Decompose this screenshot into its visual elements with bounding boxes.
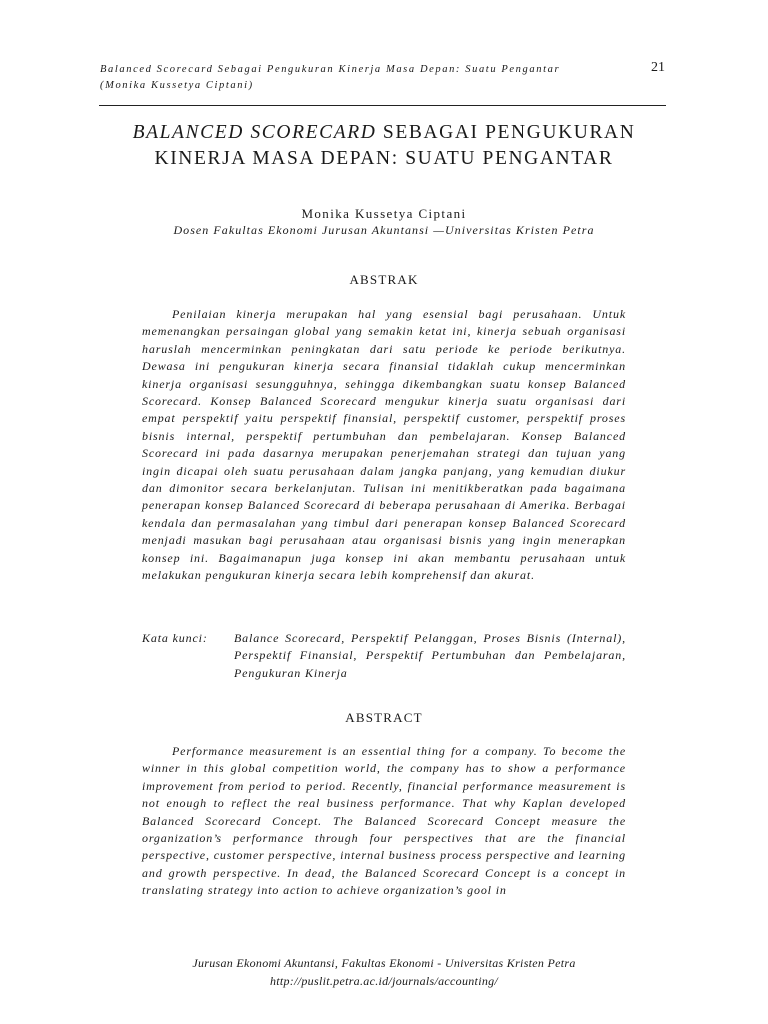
title-italic-part: BALANCED SCORECARD [132, 122, 377, 143]
paper-title [80, 120, 688, 172]
title-line-1 [80, 120, 688, 146]
footer-url: http://puslit.petra.ac.id/journals/accounting/ [269, 974, 499, 988]
keywords-label: Kata kunci: [142, 631, 208, 645]
abstrak-text: Penilaian kinerja merupakan hal yang esensial bagi perusahaan. Untuk memenangkan persaingan global yang semakin ketat ini, kinerja sebuah organisasi haruslah mencerminkan peningkatan dari satu periode ke periode berikutnya. Dewasa ini pengukuran kinerja secara finansial tidaklah cukup mencerminkan kinerja organisasi sesungguhnya, sehingga dikembangkan suatu konsep Balanced Scorecard. Konsep Balanced Scorecard mengukur kinerja suatu organisasi dari empat perspektif yaitu perspektif finansial, perspektif customer, perspektif proses bisnis internal, perspektif pertumbuhan dan pembelajaran. Konsep Balanced Scorecard ini pada dasarnya merupakan penerjemahan strategi dan tujuan yang ingin dicapai oleh suatu perusahaan dalam jangka panjang, yang kemudian diukur dan dimonitor secara berkelanjutan. Tulisan ini menitikberatkan pada bagaimana penerapan konsep Balanced Scorecard di beberapa perusahaan di Amerika. Berbagai kendala dan permasalahan yang timbul dari penerapan konsep Balanced Scorecard menjadi masukan bagi perusahaan atau organisasi bisnis yang ingin menerapkan konsep ini. Bagaimanapun juga konsep ini akan membantu perusahaan untuk melakukan pengukuran kinerja secara lebih komprehensif dan akurat. [142, 307, 626, 583]
running-author: (Monika Kussetya Ciptani) [100, 80, 254, 91]
author-affiliation: Dosen Fakultas Ekonomi Jurusan Akuntansi —Universitas Kristen Petra [173, 223, 595, 237]
abstract-text: Performance measurement is an essential thing for a company. To become the winner in this global competition world, the company has to show a performance improvement from period to period. Recently, financial performance measurement is not enough to reflect the real business performance. That why Kaplan developed Balanced Scorecard Concept. The Balanced Scorecard Concept measure the organization’s performance through four perspectives that are the financial perspective, customer perspective, internal business process perspective and learning and growth perspective. In dead, the Balanced Scorecard Concept is a concept in translating strategy into action to achieve organization’s gool in [142, 744, 626, 898]
page-number: 21 [651, 60, 665, 75]
running-header [100, 62, 640, 94]
abstract-heading: ABSTRACT [345, 710, 423, 725]
footer-institution: Jurusan Ekonomi Akuntansi, Fakultas Ekonomi - Universitas Kristen Petra [192, 956, 576, 970]
author-name: Monika Kussetya Ciptani [301, 206, 467, 221]
running-title: Balanced Scorecard Sebagai Pengukuran Kinerja Masa Depan: Suatu Pengantar [100, 64, 561, 75]
header-divider [99, 105, 666, 106]
keywords [142, 630, 626, 682]
title-line-2: KINERJA MASA DEPAN: SUATU PENGANTAR [154, 148, 614, 169]
keywords-list: Balance Scorecard, Perspektif Pelanggan, Proses Bisnis (Internal), Perspektif Finansial, Perspektif Pertumbuhan dan Pembelajaran, Pengukuran Kinerja [234, 631, 626, 680]
title-rest: SEBAGAI PENGUKURAN [376, 122, 636, 143]
abstrak-heading: ABSTRAK [349, 272, 419, 287]
